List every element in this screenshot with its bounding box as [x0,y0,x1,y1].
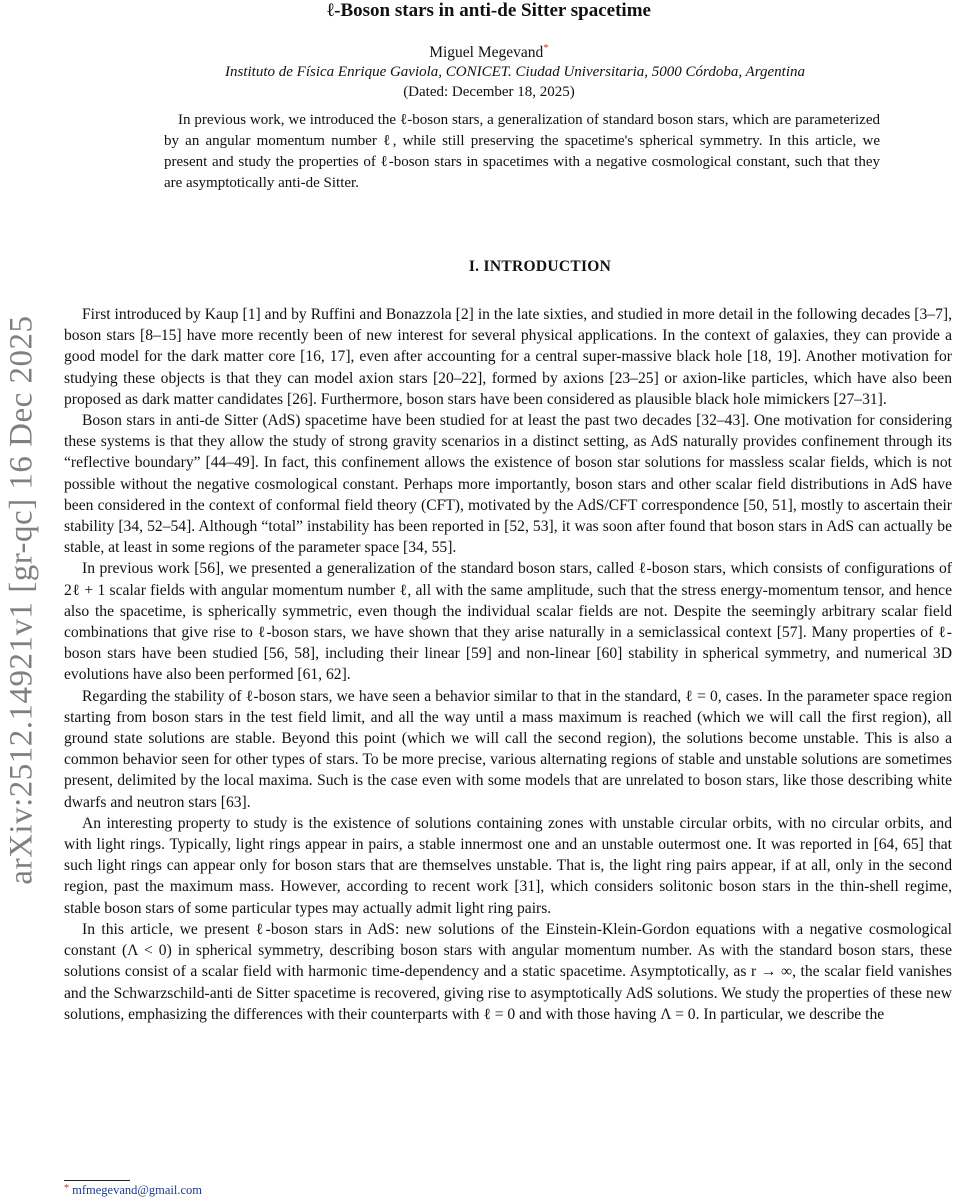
paragraph: Regarding the stability of ℓ-boson stars, we have seen a behavior similar to that in the standard, ℓ = 0, cases. In the parameter space region starting from boson stars in the test field limit, and all the way until a mass maximum is reached (which we will call the first region), all ground state solutions are stable. Beyond this point (which we will call the second region), the solutions become unstable. This is also a common behavior seen for other types of stars. To be more precise, various alternating regions of stable and unstable solutions are sometimes present, delimited by the local maxima. Such is the case even with some models that are unrelated to boson stars, like those describing white dwarfs and neutron stars [63]. [64,687,952,811]
paper-title: ℓ-Boson stars in anti-de Sitter spacetime [327,0,651,21]
paragraph: An interesting property to study is the existence of solutions containing zones with unstable circular orbits, with no circular orbits, and with light rings. Typically, light rings appear in pairs, a stable innermost one and an unstable outermost one. It was reported in [64, 65] that such light rings can appear only for boson stars that are themselves unstable. That is, the light ring pairs appear, if at all, only in the second region, past the maximum mass. However, according to recent work [31], which considers solitonic boson stars in the thin-shell regime, stable boson stars of some particular types may actually admit light ring pairs. [64,814,952,917]
arxiv-identifier: arXiv:2512.14921v1 [gr-qc] 16 Dec 2025 [3,315,40,885]
author-line [0,42,978,62]
introduction-body [64,304,952,1025]
arxiv-sidebar [2,300,42,900]
author-email-link[interactable]: mfmegevand@gmail.com [72,1183,203,1197]
author-name: Miguel Megevand [429,44,544,62]
affiliation: Instituto de Física Enrique Gaviola, CONICET. Ciudad Universitaria, 5000 Córdoba, Argentina [225,64,805,80]
footnote-divider [64,1180,130,1181]
paragraph: In this article, we present ℓ-boson stars in AdS: new solutions of the Einstein-Klein-Gordon equations with a negative cosmological constant (Λ < 0) in spherical symmetry, describing boson stars with angular momentum number. As with the standard boson stars, these solutions consist of a scalar field with harmonic time-dependency and a static spacetime. Asymptotically, as r → ∞, the scalar field vanishes and the Schwarzschild-anti de Sitter spacetime is recovered, giving rise to asymptotically AdS solutions. We study the properties of these new solutions, emphasizing the differences with their counterparts with ℓ = 0 and with those having Λ = 0. In particular, we describe the [64,920,952,1023]
dated-line: (Dated: December 18, 2025) [403,84,575,100]
abstract: In previous work, we introduced the ℓ-boson stars, a generalization of standard boson stars, which are parameterized by an angular momentum number ℓ, while still preserving the spacetime's spherical symmetry. In this article, we present and study the properties of ℓ-boson stars in spacetimes with a negative cosmological constant, such that they are asymptotically anti-de Sitter. [164,112,880,191]
paragraph: First introduced by Kaup [1] and by Ruffini and Bonazzola [2] in the late sixties, and studied in more detail in the following decades [3–7], boson stars [8–15] have more recently been of new interest for several physical applications. In the context of galaxies, they can provide a good model for the dark matter core [16, 17], even after accounting for a central super-massive black hole [18, 19]. Another motivation for studying these objects is that they can model axion stars [20–22], formed by axions [23–25] or axion-like particles, which have also been proposed as dark matter candidates [26]. Furthermore, boson stars have been considered as plausible black hole mimickers [27–31]. [64,306,952,408]
footnote-mark: * [64,1183,69,1194]
footnote [64,1183,202,1198]
paragraph: In previous work [56], we presented a generalization of the standard boson stars, called ℓ-boson stars, which consists of configurations of 2ℓ + 1 scalar fields with angular momentum number ℓ, all with the same amplitude, such that the stress energy-momentum tensor, and hence also the spacetime, is spherically symmetric, even though the individual scalar fields are not. Despite the seemingly arbitrary scalar field combinations that give rise to ℓ-boson stars, we have shown that they arise naturally in a semiclassical context [57]. Many properties of ℓ-boson stars have been studied [56, 58], including their linear [59] and non-linear [60] stability in spherical symmetry, and numerical 3D evolutions have also been performed [61, 62]. [64,560,952,684]
author-footnote-mark[interactable]: * [543,42,549,54]
paragraph: Boson stars in anti-de Sitter (AdS) spacetime have been studied for at least the past two decades [32–43]. One motivation for considering these systems is that they allow the study of strong gravity scenarios in a distinct setting, as AdS naturally provides confinement through its “reflective boundary” [44–49]. In fact, this confinement allows the existence of boson star solutions for massless scalar fields, which is not possible without the negative cosmological constant. Perhaps more importantly, boson stars and other scalar field distributions in AdS have been considered in the context of conformal field theory (CFT), motivated by the AdS/CFT correspondence [50, 51], mostly to ascertain their stability [34, 52–54]. Although “total” instability has been reported in [52, 53], it was soon after found that boson stars in AdS can actually be stable, at least in some regions of the parameter space [34, 55]. [64,412,952,557]
section-heading-introduction: I. INTRODUCTION [468,258,612,275]
